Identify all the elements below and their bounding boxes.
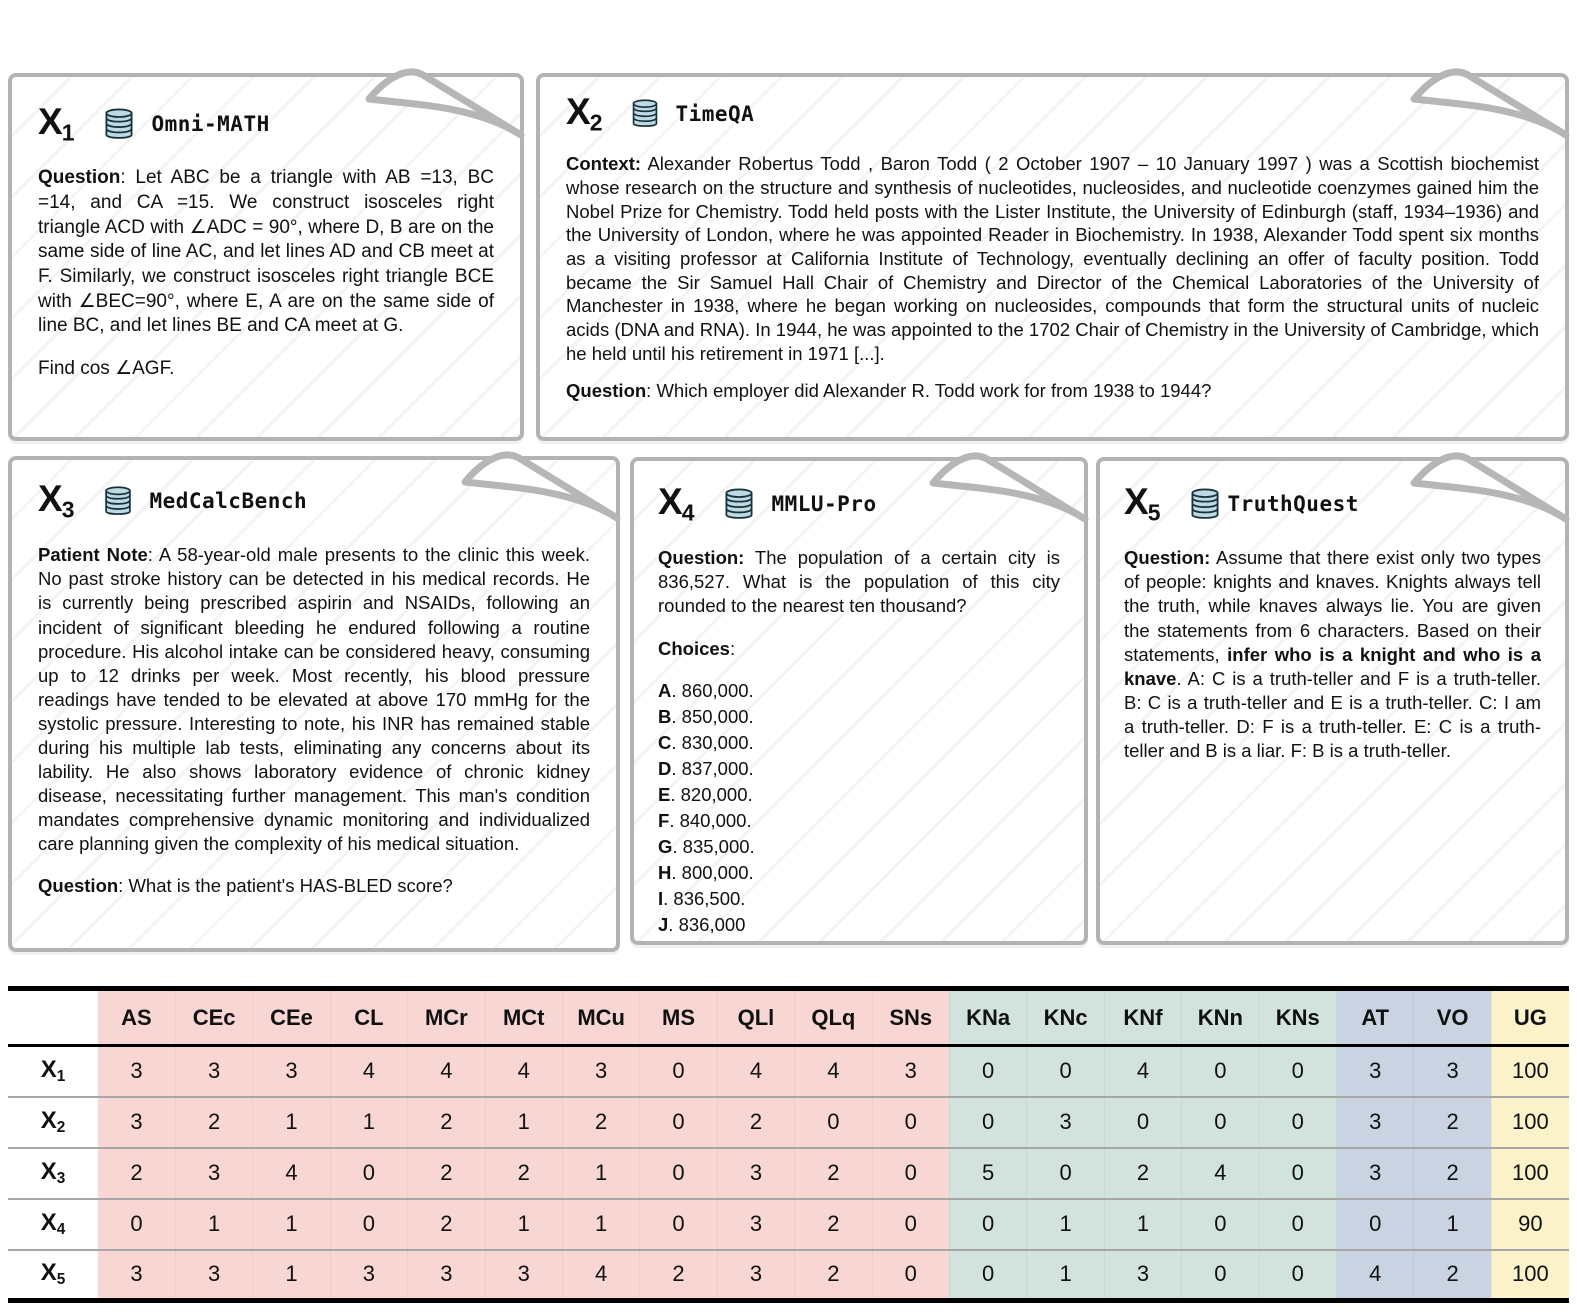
text: . 837,000. bbox=[671, 757, 754, 779]
table-cell: 0 bbox=[640, 1046, 717, 1097]
dataset-name: TimeQA bbox=[675, 101, 755, 126]
table-cell: 1 bbox=[1027, 1199, 1104, 1250]
table-cell: 3 bbox=[330, 1250, 407, 1301]
table-cell: 0 bbox=[1027, 1046, 1104, 1097]
table-cell: 0 bbox=[872, 1250, 949, 1301]
example-card-x1 bbox=[8, 73, 524, 441]
card-paragraph bbox=[658, 783, 1060, 807]
table-cell: 0 bbox=[872, 1199, 949, 1250]
table-cell: 3 bbox=[1104, 1250, 1181, 1301]
card-paragraph bbox=[658, 835, 1060, 859]
text: . 840,000. bbox=[669, 809, 752, 831]
dataset-name: MedCalcBench bbox=[149, 488, 308, 513]
table-cell: 0 bbox=[949, 1250, 1026, 1301]
table-cell: 2 bbox=[795, 1148, 872, 1199]
bold-text: H bbox=[658, 861, 672, 883]
table-cell: 4 bbox=[408, 1046, 485, 1097]
table-cell: 0 bbox=[1027, 1148, 1104, 1199]
table-cell: 3 bbox=[717, 1148, 794, 1199]
table-cell: 5 bbox=[949, 1148, 1026, 1199]
table-cell: 3 bbox=[98, 1250, 175, 1301]
example-card-x4 bbox=[630, 457, 1088, 945]
table-row bbox=[8, 1097, 1569, 1148]
card-body bbox=[658, 546, 1060, 937]
table-cell: 100 bbox=[1491, 1097, 1569, 1148]
column-header-kna: KNa bbox=[949, 989, 1026, 1046]
column-header-sns: SNs bbox=[872, 989, 949, 1046]
card-paragraph bbox=[658, 887, 1060, 911]
card-paragraph bbox=[38, 357, 494, 382]
example-card-x2 bbox=[536, 73, 1569, 441]
bold-text: F bbox=[658, 809, 670, 831]
column-header-knn: KNn bbox=[1182, 989, 1259, 1046]
table-cell: 2 bbox=[485, 1148, 562, 1199]
text: . 820,000. bbox=[670, 783, 753, 805]
column-header-qll: QLl bbox=[717, 989, 794, 1046]
card-id-label: $X_3$ bbox=[38, 478, 74, 523]
card-paragraph bbox=[658, 731, 1060, 755]
card-body bbox=[566, 152, 1539, 403]
bold-text: E bbox=[658, 783, 671, 805]
bold-text: B bbox=[658, 705, 672, 727]
table-cell: 2 bbox=[717, 1097, 794, 1148]
text: : A 58-year-old male presents to the clinic this week. No past stroke history can be detected in his medical records. He is currently being prescribed aspirin and NSAIDs, following an incident of significant bleeding he endured following a routine procedure. His alcohol intake can be considered heavy, consuming up to 12 drinks per week. Most recently, his blood pressure readings have tended to be elevated at above 170 mmHg for the systolic pressure. Interesting to note, his INR has remained stable during his multiple lab tests, eliminating any concerns about its lability. He also shows laboratory evidence of chronic kidney disease, necessitating further management. This man's condition mandates comprehensive dynamic monitoring and individualized care planning given the complexity of his medical situation. bbox=[38, 544, 590, 854]
card-paragraph bbox=[658, 809, 1060, 833]
table-cell: 2 bbox=[795, 1199, 872, 1250]
text: : What is the patient's HAS-BLED score? bbox=[118, 874, 453, 896]
table-cell: 2 bbox=[1414, 1148, 1491, 1199]
table-cell: 0 bbox=[1259, 1046, 1336, 1097]
table-cell: 100 bbox=[1491, 1250, 1569, 1301]
database-icon bbox=[99, 484, 137, 518]
row-label: $X_5$ bbox=[8, 1250, 98, 1301]
table-cell: 0 bbox=[1259, 1148, 1336, 1199]
table-cell: 1 bbox=[562, 1199, 639, 1250]
table-cell: 0 bbox=[1259, 1097, 1336, 1148]
table-cell: 2 bbox=[408, 1199, 485, 1250]
card-id-label: $X_1$ bbox=[38, 101, 74, 146]
table-cell: 2 bbox=[408, 1148, 485, 1199]
card-header bbox=[566, 93, 1539, 134]
text: The population of a certain city is 836,527. What is the population of this city rounded to the nearest ten thousand? bbox=[658, 547, 1060, 617]
bold-text: C bbox=[658, 731, 672, 753]
example-card-x5 bbox=[1096, 457, 1569, 945]
table-cell: 4 bbox=[1182, 1148, 1259, 1199]
table-cell: 4 bbox=[1104, 1046, 1181, 1097]
table-cell: 2 bbox=[795, 1250, 872, 1301]
card-header bbox=[658, 483, 1060, 524]
table-cell: 2 bbox=[1414, 1097, 1491, 1148]
table-cell: 3 bbox=[175, 1046, 252, 1097]
table-cell: 3 bbox=[1337, 1046, 1414, 1097]
table-cell: 2 bbox=[562, 1097, 639, 1148]
text: : Which employer did Alexander R. Todd work for from 1938 to 1944? bbox=[646, 380, 1212, 402]
table-cell: 3 bbox=[1337, 1097, 1414, 1148]
text: Find cos ∠AGF. bbox=[38, 358, 175, 380]
text: . 800,000. bbox=[671, 861, 754, 883]
bold-text: infer who is a knight and who is a knave bbox=[1124, 643, 1541, 689]
column-header-vo: VO bbox=[1414, 989, 1491, 1046]
table-cell: 4 bbox=[485, 1046, 562, 1097]
table-cell: 0 bbox=[949, 1046, 1026, 1097]
example-card-x3 bbox=[8, 456, 620, 952]
table-cell: 0 bbox=[330, 1148, 407, 1199]
table-cell: 3 bbox=[1414, 1046, 1491, 1097]
table-cell: 0 bbox=[872, 1148, 949, 1199]
table-row bbox=[8, 1148, 1569, 1199]
table-cell: 100 bbox=[1491, 1046, 1569, 1097]
text: . 836,000 bbox=[668, 913, 746, 935]
card-body bbox=[1124, 546, 1541, 762]
text: Alexander Robertus Todd , Baron Todd ( 2 October 1907 – 10 January 1997 ) was a Scottish biochemist whose research on the structure and synthesis of nucleotides, nucleosides, and nucleotide coenzymes gained him the Nobel Prize for Chemistry. Todd held posts with the Lister Institute, the University of Edinburgh (staff, 1934–1936) and the University of London, where he was appointed Reader in Biochemistry. In 1938, Alexander Todd spent six months as a visiting professor at California Institute of Technology, eventually declining an offer of faculty position. Todd became the Sir Samuel Hall Chair of Chemistry and Director of the Chemical Laboratories of the University of Manchester in 1938, where he began working on nucleosides, compounds that form the structural units of nucleic acids (DNA and RNA). In 1944, he was appointed to the 1702 Chair of Chemistry in the University of Cambridge, which he held until his retirement in 1971 [...]. bbox=[566, 153, 1539, 364]
table-cell: 1 bbox=[485, 1199, 562, 1250]
card-paragraph bbox=[658, 705, 1060, 729]
column-header-cee: CEe bbox=[253, 989, 330, 1046]
bold-text: D bbox=[658, 757, 672, 779]
table-cell: 0 bbox=[949, 1199, 1026, 1250]
text: Assume that there exist only two types of people: knights and knaves. Knights always tell the truth, while knaves always lie. You are given the statements from 6 characters. Based on their statements, bbox=[1124, 547, 1541, 665]
bold-text: A bbox=[658, 679, 672, 701]
card-paragraph bbox=[38, 166, 494, 339]
table-cell: 1 bbox=[1104, 1199, 1181, 1250]
row-label: $X_1$ bbox=[8, 1046, 98, 1097]
table-cell: 100 bbox=[1491, 1148, 1569, 1199]
column-header-at: AT bbox=[1337, 989, 1414, 1046]
table-cell: 2 bbox=[640, 1250, 717, 1301]
table-cell: 0 bbox=[98, 1199, 175, 1250]
database-icon bbox=[1185, 486, 1225, 522]
card-header bbox=[38, 480, 590, 521]
table-row bbox=[8, 1250, 1569, 1301]
table-cell: 4 bbox=[253, 1148, 330, 1199]
bold-text: Patient Note bbox=[38, 544, 148, 566]
table-cell: 1 bbox=[1027, 1250, 1104, 1301]
card-paragraph bbox=[658, 546, 1060, 618]
bold-text: Question bbox=[38, 874, 119, 896]
table-header-row bbox=[8, 989, 1569, 1046]
bold-text: Question: bbox=[1124, 547, 1211, 569]
column-header-ug: UG bbox=[1491, 989, 1569, 1046]
table-cell: 0 bbox=[640, 1148, 717, 1199]
table-cell: 1 bbox=[253, 1199, 330, 1250]
table-cell: 1 bbox=[253, 1250, 330, 1301]
bold-text: Choices bbox=[658, 637, 730, 659]
database-icon bbox=[99, 106, 139, 142]
table-cell: 3 bbox=[1337, 1148, 1414, 1199]
text: : Let ABC be a triangle with AB =13, BC =14, and CA =15. We construct isosceles right triangle ACD with ∠ADC = 90°, where D, B are on the same side of line AC, and let lines AD and CB meet at F. Similarly, we construct isosceles right triangle BCE with ∠BEC=90°, where E, A are on the same side of line BC, and let lines BE and CA meet at G. bbox=[38, 167, 494, 337]
table-cell: 0 bbox=[1259, 1199, 1336, 1250]
column-header-mct: MCt bbox=[485, 989, 562, 1046]
bold-text: I bbox=[658, 887, 664, 909]
table-cell: 1 bbox=[175, 1199, 252, 1250]
card-id-label: $X_4$ bbox=[658, 481, 694, 526]
table-cell: 1 bbox=[485, 1097, 562, 1148]
skill-score-table-wrap bbox=[8, 986, 1569, 1303]
table-cell: 2 bbox=[1104, 1148, 1181, 1199]
column-header-kns: KNs bbox=[1259, 989, 1336, 1046]
card-header bbox=[1124, 483, 1541, 524]
bold-text: Question bbox=[566, 380, 647, 402]
row-label: $X_2$ bbox=[8, 1097, 98, 1148]
card-id-label: $X_5$ bbox=[1124, 481, 1160, 526]
table-cell: 3 bbox=[1027, 1097, 1104, 1148]
text: . A: C is a truth-teller and F is a truth-teller. B: C is a truth-teller and E is a truth-teller. C: I am a truth-teller. D: F is a truth-teller. E: C is a truth-teller and B is a liar. F: B is a truth-teller. bbox=[1124, 667, 1541, 761]
text: . 860,000. bbox=[671, 679, 754, 701]
table-cell: 2 bbox=[175, 1097, 252, 1148]
table-cell: 90 bbox=[1491, 1199, 1569, 1250]
table-cell: 0 bbox=[330, 1199, 407, 1250]
table-cell: 2 bbox=[1414, 1250, 1491, 1301]
table-cell: 0 bbox=[1259, 1250, 1336, 1301]
card-paragraph bbox=[38, 543, 590, 856]
table-cell: 3 bbox=[175, 1148, 252, 1199]
table-cell: 0 bbox=[1182, 1046, 1259, 1097]
table-cell: 0 bbox=[640, 1097, 717, 1148]
text: . 835,000. bbox=[672, 835, 755, 857]
table-cell: 0 bbox=[1337, 1199, 1414, 1250]
table-cell: 4 bbox=[330, 1046, 407, 1097]
column-header-knf: KNf bbox=[1104, 989, 1181, 1046]
database-icon bbox=[627, 97, 663, 130]
bold-text: G bbox=[658, 835, 673, 857]
column-header-qlq: QLq bbox=[795, 989, 872, 1046]
bold-text: J bbox=[658, 913, 669, 935]
table-cell: 3 bbox=[253, 1046, 330, 1097]
row-label: $X_3$ bbox=[8, 1148, 98, 1199]
column-header-cec: CEc bbox=[175, 989, 252, 1046]
text: . 836,500. bbox=[663, 887, 746, 909]
bold-text: Question: bbox=[658, 547, 745, 569]
card-header bbox=[38, 103, 494, 144]
table-cell: 0 bbox=[949, 1097, 1026, 1148]
card-paragraph bbox=[566, 152, 1539, 365]
table-row bbox=[8, 1199, 1569, 1250]
text: . 830,000. bbox=[671, 731, 754, 753]
table-cell: 1 bbox=[1414, 1199, 1491, 1250]
dataset-name: MMLU-Pro bbox=[771, 491, 877, 516]
card-paragraph bbox=[658, 913, 1060, 937]
table-corner-cell bbox=[8, 989, 98, 1046]
card-body bbox=[38, 543, 590, 898]
table-cell: 3 bbox=[98, 1046, 175, 1097]
table-cell: 3 bbox=[717, 1199, 794, 1250]
table-cell: 1 bbox=[253, 1097, 330, 1148]
table-cell: 4 bbox=[717, 1046, 794, 1097]
table-cell: 4 bbox=[562, 1250, 639, 1301]
table-cell: 0 bbox=[1182, 1097, 1259, 1148]
table-cell: 3 bbox=[408, 1250, 485, 1301]
text: : bbox=[729, 637, 736, 659]
database-icon bbox=[719, 486, 759, 522]
table-row bbox=[8, 1046, 1569, 1097]
bold-text: Question bbox=[38, 167, 121, 189]
column-header-as: AS bbox=[98, 989, 175, 1046]
card-paragraph bbox=[566, 379, 1539, 403]
card-paragraph bbox=[658, 861, 1060, 885]
card-body bbox=[38, 166, 494, 382]
card-paragraph bbox=[658, 637, 1060, 661]
table-cell: 0 bbox=[872, 1097, 949, 1148]
table-cell: 2 bbox=[98, 1148, 175, 1199]
dataset-name: Omni-MATH bbox=[151, 111, 270, 136]
column-header-knc: KNc bbox=[1027, 989, 1104, 1046]
table-cell: 0 bbox=[640, 1199, 717, 1250]
column-header-mcu: MCu bbox=[562, 989, 639, 1046]
table-cell: 0 bbox=[1182, 1199, 1259, 1250]
table-cell: 3 bbox=[562, 1046, 639, 1097]
table-cell: 3 bbox=[485, 1250, 562, 1301]
column-header-cl: CL bbox=[330, 989, 407, 1046]
table-cell: 1 bbox=[330, 1097, 407, 1148]
table-cell: 4 bbox=[795, 1046, 872, 1097]
card-paragraph bbox=[658, 679, 1060, 703]
table-cell: 3 bbox=[872, 1046, 949, 1097]
card-id-label: $X_2$ bbox=[566, 91, 602, 136]
skill-score-table bbox=[8, 986, 1569, 1303]
dataset-name: TruthQuest bbox=[1227, 491, 1359, 516]
text: . 850,000. bbox=[671, 705, 754, 727]
bold-text: Context: bbox=[566, 153, 642, 175]
table-cell: 3 bbox=[98, 1097, 175, 1148]
card-paragraph bbox=[658, 757, 1060, 781]
table-cell: 1 bbox=[562, 1148, 639, 1199]
card-paragraph bbox=[38, 874, 590, 898]
row-label: $X_4$ bbox=[8, 1199, 98, 1250]
card-paragraph bbox=[1124, 546, 1541, 762]
table-cell: 4 bbox=[1337, 1250, 1414, 1301]
column-header-ms: MS bbox=[640, 989, 717, 1046]
table-cell: 3 bbox=[717, 1250, 794, 1301]
table-cell: 0 bbox=[1104, 1097, 1181, 1148]
table-cell: 0 bbox=[1182, 1250, 1259, 1301]
table-cell: 2 bbox=[408, 1097, 485, 1148]
table-cell: 0 bbox=[795, 1097, 872, 1148]
table-cell: 3 bbox=[175, 1250, 252, 1301]
column-header-mcr: MCr bbox=[408, 989, 485, 1046]
